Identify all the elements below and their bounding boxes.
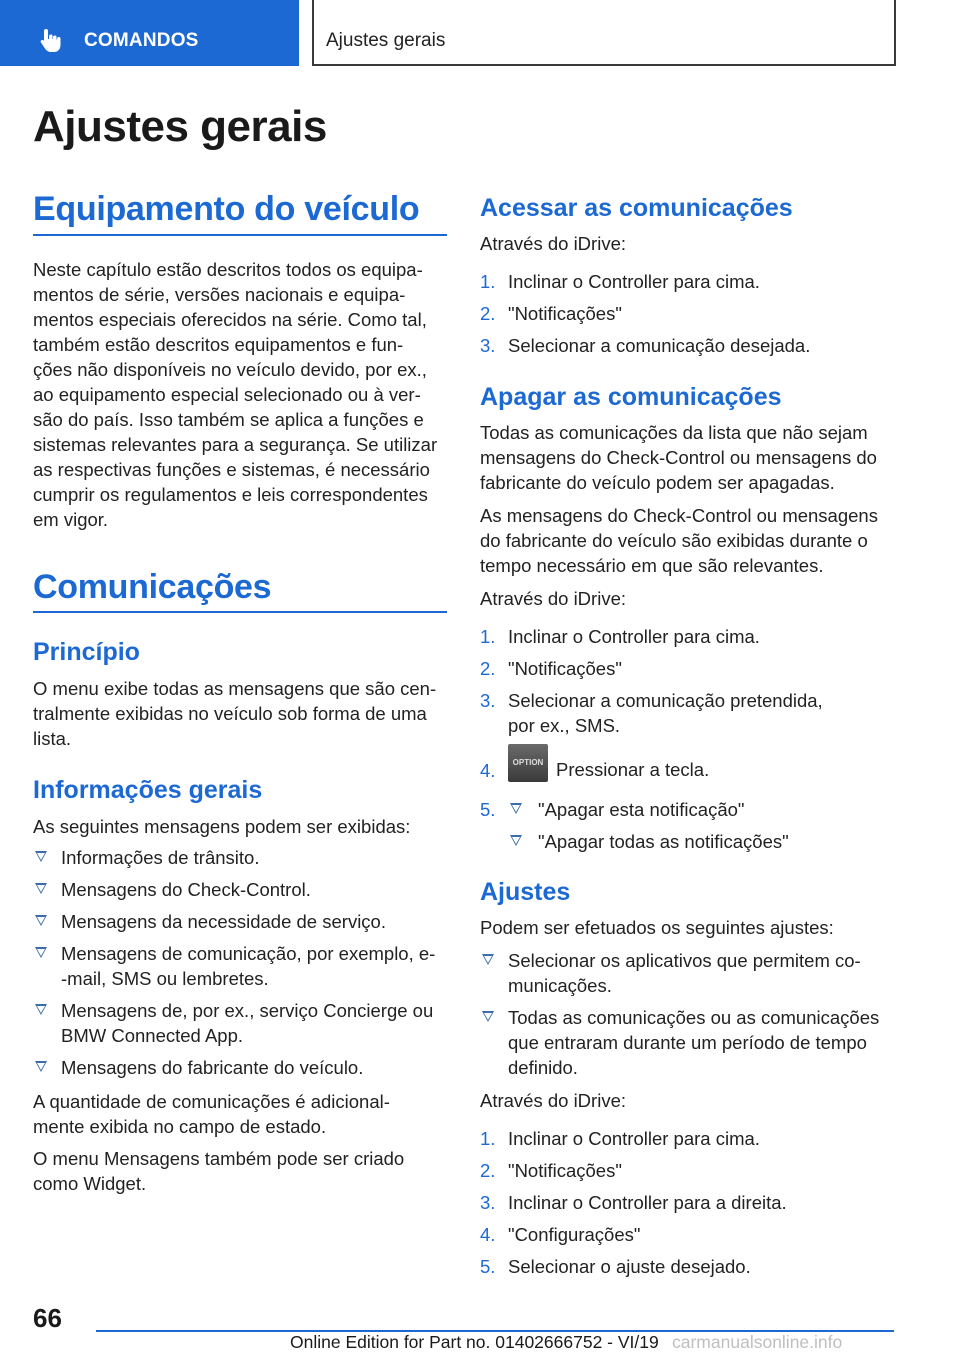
section-tab bbox=[312, 0, 896, 66]
heading-comunicacoes: Comunicações bbox=[33, 568, 272, 606]
heading-rule bbox=[33, 234, 447, 236]
list-item: 2. "Notificações" bbox=[480, 1160, 622, 1181]
list-item: Mensagens do Check-Control. bbox=[33, 877, 453, 902]
list-item: 1. Inclinar o Controller para cima. bbox=[480, 271, 760, 292]
chapter-tab bbox=[0, 0, 299, 66]
paragraph-ajustes-intro: Podem ser efetuados os seguintes ajustes: bbox=[480, 917, 834, 938]
paragraph-apagar-2: As mensagens do Check-Control ou mensagens do fabricante do veículo são exibidas durante o tempo necessário em que são relevantes. bbox=[480, 505, 878, 576]
list-item: 3. Selecionar a comunicação desejada. bbox=[480, 335, 811, 356]
list-item: 4. OPTION Pressionar a tecla. bbox=[480, 752, 900, 790]
triangle-bullet-icon bbox=[482, 1011, 494, 1022]
list-item: 5. Selecionar o ajuste desejado. bbox=[480, 1256, 751, 1277]
heading-ajustes: Ajustes bbox=[480, 878, 571, 906]
option-key-icon: OPTION bbox=[508, 744, 548, 782]
paragraph-principio: O menu exibe todas as mensagens que são cen‐ tralmente exibidas no veículo sob forma de uma lista. bbox=[33, 678, 437, 749]
heading-informacoes-gerais: Informações gerais bbox=[33, 776, 263, 804]
acessar-steps bbox=[480, 269, 900, 365]
list-item: 3. Inclinar o Controller para a direita. bbox=[480, 1192, 787, 1213]
paragraph-ajustes-idrive: Através do iDrive: bbox=[480, 1090, 626, 1111]
chapter-label: COMANDOS bbox=[84, 30, 199, 51]
paragraph-info-intro: As seguintes mensagens podem ser exibidas: bbox=[33, 816, 411, 837]
watermark: carmanualsonline.info bbox=[672, 1332, 843, 1352]
list-item: 5. "Apagar esta notificação" "Apagar todas as notificações" bbox=[480, 799, 789, 852]
paragraph-apagar-1: Todas as comunicações da lista que não sejam mensagens do Check-Control ou mensagens do fabricante do veículo podem ser apagadas. bbox=[480, 422, 877, 493]
triangle-bullet-icon bbox=[35, 851, 47, 862]
list-item: Mensagens de comunicação, por exemplo, e‐ -mail, SMS ou lembretes. bbox=[33, 941, 453, 991]
list-item: Selecionar os aplicativos que permitem co‐ municações. bbox=[480, 948, 900, 998]
paragraph-acessar-intro: Através do iDrive: bbox=[480, 233, 626, 254]
triangle-bullet-icon bbox=[510, 803, 522, 814]
list-item: 1. Inclinar o Controller para cima. bbox=[480, 626, 760, 647]
apagar-steps bbox=[480, 624, 900, 861]
heading-apagar: Apagar as comunicações bbox=[480, 383, 782, 411]
heading-acessar: Acessar as comunicações bbox=[480, 194, 793, 222]
paragraph-apagar-intro: Através do iDrive: bbox=[480, 588, 626, 609]
list-item: 4. "Configurações" bbox=[480, 1224, 641, 1245]
footer-edition: Online Edition for Part no. 01402666752 - VI/19 bbox=[290, 1332, 659, 1352]
triangle-bullet-icon bbox=[35, 915, 47, 926]
triangle-bullet-icon bbox=[35, 947, 47, 958]
list-item: 3. Selecionar a comunicação pretendida, por ex., SMS. bbox=[480, 690, 823, 736]
page-title: Ajustes gerais bbox=[33, 102, 327, 151]
list-item: 1. Inclinar o Controller para cima. bbox=[480, 1128, 760, 1149]
list-item: Mensagens de, por ex., serviço Concierge ou BMW Connected App. bbox=[33, 998, 453, 1048]
heading-rule bbox=[33, 611, 447, 613]
paragraph-equipamento: Neste capítulo estão descritos todos os equipa‐ mentos de série, versões nacionais e equipa‐ mentos especiais oferecidos na série. Como tal, também estão descritos equipamentos e fun‐ ções não disponíveis no veículo devido, por ex., ao equipamento especial selecionado ou à ver‐ são do país. Isso também se aplica a funções e sistemas relevantes para a segurança. Se utilizar as respectivas funções e sistemas, é necessário cumprir os regulamentos e leis correspondentes em vigor. bbox=[33, 259, 438, 530]
paragraph-quantidade: A quantidade de comunicações é adicional‐ mente exibida no campo de estado. bbox=[33, 1091, 390, 1137]
ajustes-list bbox=[480, 948, 900, 1087]
list-item: 2. "Notificações" bbox=[480, 303, 622, 324]
ajustes-steps bbox=[480, 1126, 900, 1286]
hand-pointer-icon bbox=[38, 27, 64, 53]
list-item: Informações de trânsito. bbox=[33, 845, 453, 870]
triangle-bullet-icon bbox=[482, 954, 494, 965]
page-header bbox=[0, 0, 960, 66]
heading-equipamento: Equipamento do veículo bbox=[33, 190, 420, 228]
info-list bbox=[33, 845, 453, 1087]
triangle-bullet-icon bbox=[35, 883, 47, 894]
list-item: Mensagens do fabricante do veículo. bbox=[33, 1055, 453, 1080]
section-label: Ajustes gerais bbox=[326, 30, 446, 51]
page-number: 66 bbox=[33, 1303, 62, 1333]
paragraph-menu-widget: O menu Mensagens também pode ser criado como Widget. bbox=[33, 1148, 405, 1194]
triangle-bullet-icon bbox=[35, 1004, 47, 1015]
list-item: 2. "Notificações" bbox=[480, 658, 622, 679]
list-item: Todas as comunicações ou as comunicações que entraram durante um período de tempo definido. bbox=[480, 1005, 900, 1080]
triangle-bullet-icon bbox=[35, 1061, 47, 1072]
heading-principio: Princípio bbox=[33, 638, 140, 666]
list-item: Mensagens da necessidade de serviço. bbox=[33, 909, 453, 934]
triangle-bullet-icon bbox=[510, 835, 522, 846]
